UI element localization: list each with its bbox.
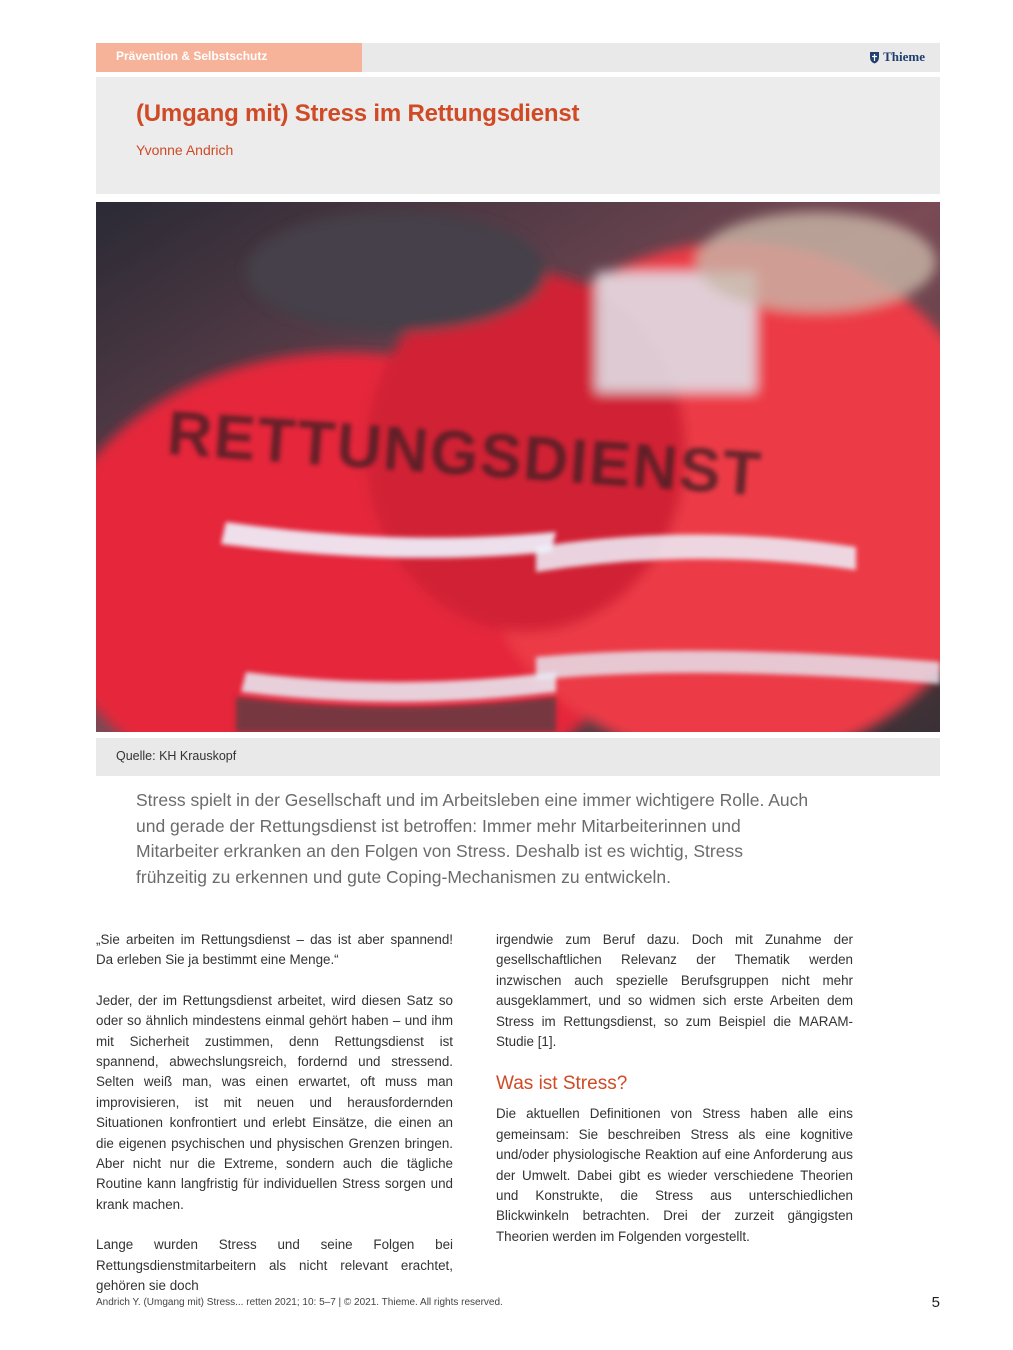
- photo-vest-text: RETTUNGSDIENST: [165, 399, 765, 510]
- page-number: 5: [931, 1294, 940, 1311]
- body-paragraph: irgendwie zum Beruf dazu. Doch mit Zunahme der gesellschaftlichen Relevanz der Thematik werden inzwischen auch spezielle Berufsgruppen nicht mehr ausgeklammert, und so widmen sich erste Arbeiten dem Stress im Rettungsdienst, so zum Beispiel die MARAM-Studie [1].: [496, 932, 853, 1050]
- publisher-name: Thieme: [883, 49, 925, 64]
- publisher-logo: [869, 49, 925, 65]
- body-column-left: [96, 930, 453, 1317]
- section-heading: Was ist Stress?: [496, 1073, 628, 1095]
- article-author: Yvonne Andrich: [136, 142, 234, 158]
- thieme-logo-icon: [869, 51, 880, 64]
- title-panel: [96, 77, 940, 194]
- section-tag: Prävention & Selbstschutz: [96, 43, 362, 72]
- citation-footer: Andrich Y. (Umgang mit) Stress... retten 2021; 10: 5–7 | © 2021. Thieme. All rights reserved.: [96, 1297, 503, 1308]
- article-lead: Stress spielt in der Gesellschaft und im Arbeitsleben eine immer wichtigere Rolle. Auch und gerade der Rettungsdienst ist betroffen: Immer mehr Mitarbeiterinnen und Mitarbeiter erkranken an den Folgen von Stress. Deshalb ist es wichtig, Stress frühzeitig zu erkennen und gute Coping-Mechanismen zu entwickeln.: [136, 790, 809, 887]
- body-paragraph: „Sie arbeiten im Rettungsdienst – das ist aber spannend! Da erleben Sie ja bestimmt eine Menge.“: [96, 932, 453, 968]
- article-title: (Umgang mit) Stress im Rettungsdienst: [136, 100, 580, 127]
- body-paragraph: Die aktuellen Definitionen von Stress haben alle eins gemeinsam: Sie beschreiben Stress als eine kognitive und/oder physiologische Reaktion auf eine Anforderung aus der Umwelt. Dabei gibt es wieder verschiedene Theorien und Konstrukte, die Stress aus unterschiedlichen Blickwinkeln betrachten. Drei der zurzeit gängigsten Theorien werden im Folgenden vorgestellt.: [496, 1106, 853, 1244]
- body-paragraph: Lange wurden Stress und seine Folgen bei Rettungsdienstmitarbeitern als nicht relevant erachtet, gehören sie doch: [96, 1237, 453, 1294]
- figure-caption: Quelle: KH Krauskopf: [116, 749, 237, 763]
- body-column-right: [496, 930, 853, 1267]
- body-paragraph: Jeder, der im Rettungsdienst arbeitet, wird diesen Satz so oder so ähnlich mindestens einmal gehört haben – und ihm mit Sicherheit zustimmen, denn Rettungsdienst ist spannend, abwechslungsreich, fordernd und stressend. Selten weiß man, was einen erwartet, oft muss man improvisieren, ist mit neuen und herausfordernden Situationen konfrontiert und erlebt Einsätze, die einen an die eigenen psychischen und physischen Grenzen bringen. Aber nicht nur die Extreme, sondern auch die tägliche Routine kann langfristig für individuellen Stress sorgen und krank machen.: [96, 992, 453, 1212]
- article-photo: [96, 202, 940, 732]
